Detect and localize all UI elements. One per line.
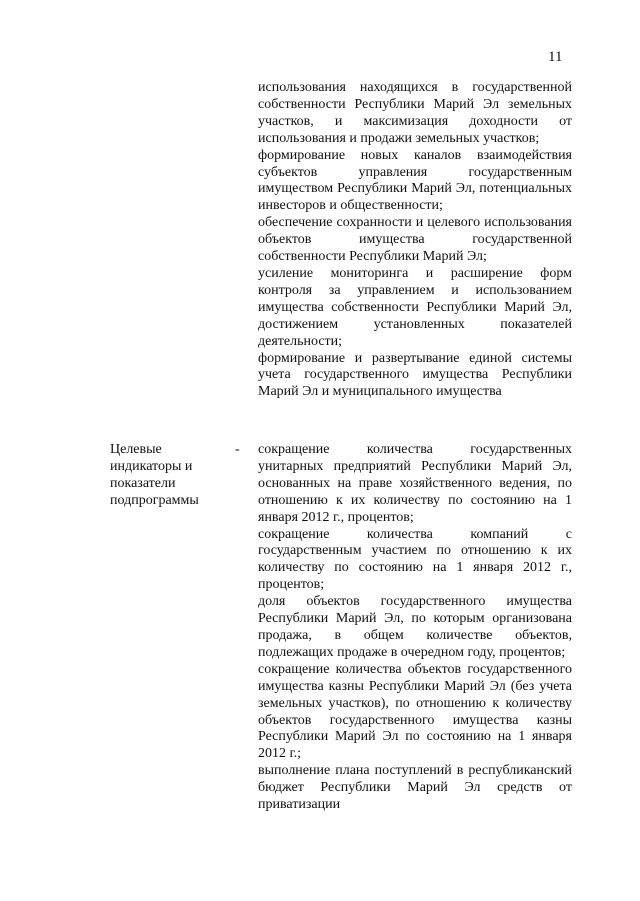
- label-dash: -: [235, 442, 240, 457]
- tasks-paragraph-1: использования находящихся в государственной собственности Республики Марий Эл земельных участков, и максимизация доходности от использования и продажи земельных участков;: [258, 80, 572, 146]
- indicators-text: [258, 442, 572, 814]
- indicator-paragraph-2: сокращение количества компаний с государственным участием по отношению к их количеству по состоянию на 1 января 2012 г., процентов;: [258, 526, 572, 593]
- tasks-paragraph-3: обеспечение сохранности и целевого использования объектов имущества государственной собственности Республики Марий Эл;: [258, 215, 572, 265]
- indicators-section-label: [110, 442, 230, 510]
- tasks-paragraph-5: формирование и развертывание единой системы учета государственного имущества Республики Марий Эл и муниципального имущества: [258, 350, 572, 400]
- indicator-paragraph-3: доля объектов государственного имущества Республики Марий Эл, по которым организована продажа, в общем количестве объектов, подлежащих продаже в очередном году, процентов;: [258, 594, 572, 660]
- subprogram-tasks-text: [258, 80, 572, 401]
- indicator-paragraph-5: выполнение плана поступлений в республиканский бюджет Республики Марий Эл средств от приватизации: [258, 763, 572, 813]
- tasks-paragraph-4: усиление мониторинга и расширение форм контроля за управлением и использованием имущества собственности Республики Марий Эл, достижением установленных показателей деятельности;: [258, 265, 572, 349]
- tasks-paragraph-2: формирование новых каналов взаимодействия субъектов управления государственным имуществом Республики Марий Эл, потенциальных инвесторов и общественности;: [258, 147, 572, 214]
- label-line-3: показатели: [110, 475, 176, 491]
- label-line-1: Целевые: [110, 442, 162, 457]
- indicator-paragraph-4: сокращение количества объектов государственного имущества казны Республики Марий Эл (без учета земельных участков), по отношению к количеству объектов государственного имущества казны Республики Марий Эл по состоянию на 1 января 2012 г.;: [258, 661, 572, 762]
- indicator-paragraph-1: сокращение количества государственных унитарных предприятий Республики Марий Эл, основанных на праве хозяйственного ведения, по отношению к их количеству по состоянию на 1 января 2012 г., процентов;: [258, 442, 572, 525]
- label-line-4: подпрограммы: [110, 492, 199, 508]
- label-line-2: индикаторы и: [110, 458, 193, 474]
- page-number: 11: [548, 49, 563, 65]
